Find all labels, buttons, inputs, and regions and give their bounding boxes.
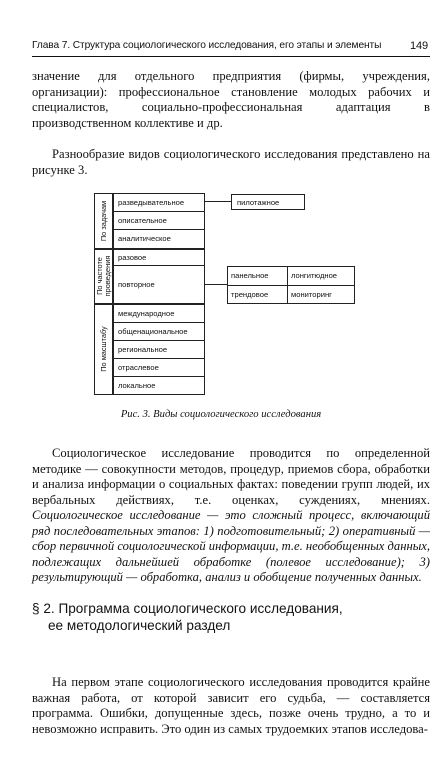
repeat-type-label: лонгитюдное	[291, 271, 338, 280]
connector-line	[205, 201, 231, 202]
frequency-label: разовое	[118, 253, 147, 262]
task-label: аналитическое	[118, 234, 171, 243]
repeat-type-label: мониторинг	[291, 290, 332, 299]
scale-label: международное	[118, 309, 175, 318]
figure-caption: Рис. 3. Виды социологического исследования	[120, 409, 322, 420]
group-frequency-label: По частоте проведения	[95, 255, 112, 297]
connector-line	[205, 284, 227, 285]
section-heading-line-2: ее методологический раздел	[48, 618, 231, 633]
paragraph-4: На первом этапе социологического исследования проводится крайне важная работа, от которой зависит его судьба, — составляется программа. Ошибки, допущенные здесь, позже очень трудно, а то и невозможно исправить. Это один из самых трудоемких этапов исследова-	[32, 675, 430, 736]
divider	[227, 285, 355, 286]
paragraph-2: Разнообразие видов социологического исследования представлено на рисунке 3.	[32, 147, 430, 177]
task-label: описательное	[118, 216, 167, 225]
task-label: разведывательное	[118, 198, 185, 207]
paragraph-3	[32, 446, 430, 586]
scale-label: региональное	[118, 345, 168, 354]
paragraph-1: значение для отдельного предприятия (фирмы, учреждения, организации): профессиональное становление молодых рабочих и специалистов, социально-профессиональная адаптация в производственном коллективе и др.	[32, 69, 430, 130]
chapter-title: Глава 7. Структура социологического исследования, его этапы и элементы	[32, 40, 382, 51]
group-tasks-label: По задачам	[99, 200, 108, 242]
research-types-diagram	[94, 193, 354, 395]
repeat-type-label: панельное	[231, 271, 269, 280]
frequency-label: повторное	[118, 280, 155, 289]
scale-label: отраслевое	[118, 363, 159, 372]
divider	[287, 266, 288, 304]
paragraph-3-text: Социологическое исследование проводится по определенной методике — совокупности методов, процедур, приемов сбора, обработки и анализа информации о социальных фактах: поведении групп людей, их вербальных действиях, т.е. оценках, суждениях, мнениях.	[32, 446, 430, 507]
scale-label: общенациональное	[118, 327, 188, 336]
paragraph-3-definition: Социологическое исследование — это сложный процесс, включающий ряд последовательных этапов: 1) подготовительный; 2) оперативный — сбор первичной социологической информации, т.е. необобщенных данных, подлежащих дальнейшей обработке (полевое исследование); 3) результирующий — обработка, анализ и обобщение полученных данных.	[32, 508, 430, 584]
section-heading	[32, 600, 430, 634]
pilot-label: пилотажное	[237, 198, 280, 207]
section-heading-line-1: § 2. Программа социологического исследования,	[32, 601, 343, 616]
scale-label: локальное	[118, 381, 156, 390]
header-rule	[32, 56, 430, 57]
repeat-type-label: трендовое	[231, 290, 269, 299]
page-number: 149	[409, 40, 428, 52]
group-scale-label: По масштабу	[99, 326, 108, 372]
